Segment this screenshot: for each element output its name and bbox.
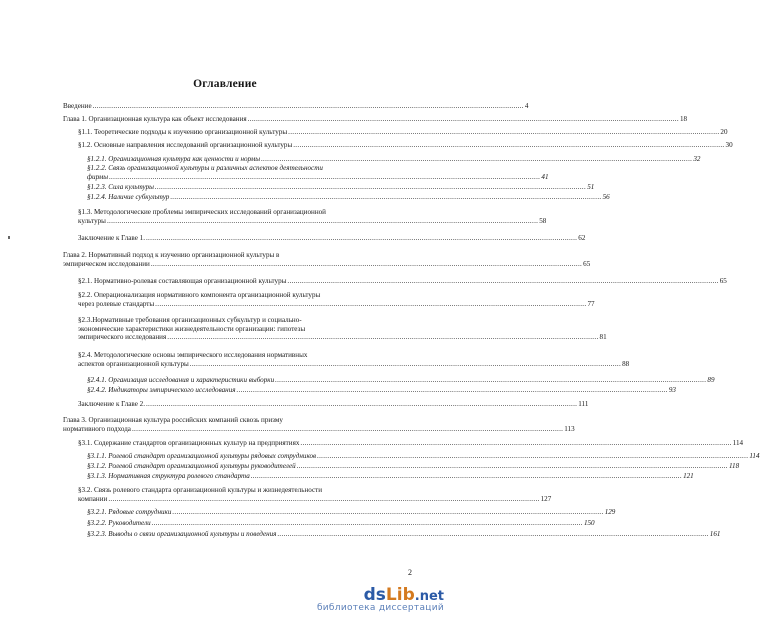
toc-entry-page: 127	[540, 494, 552, 503]
leader-dots	[277, 530, 708, 539]
toc-entry-2-4-1[interactable]	[87, 376, 715, 385]
toc-entry-label: Введение	[63, 102, 92, 110]
toc-entry-label: §2.4.1. Организация исследования и характеристики выборки	[87, 376, 275, 384]
toc-entry-conclusion-1[interactable]	[78, 234, 586, 243]
leader-dots	[155, 300, 586, 309]
toc-entry-page: 114	[732, 439, 744, 447]
toc-entry-2-4[interactable]	[78, 351, 630, 368]
toc-entry-label: §1.2.3. Сила культуры	[87, 183, 154, 191]
toc-entry-1-2-2[interactable]	[87, 164, 549, 181]
toc-entry-page: 65	[583, 259, 591, 268]
toc-entry-page: 51	[587, 183, 595, 191]
page-number: 2	[408, 568, 412, 577]
toc-entry-label: §3.1.3. Нормативная структура ролевого стандарта	[87, 472, 250, 480]
toc-entry-label: эмпирическом исследовании	[63, 259, 150, 268]
toc-entry-page: 118	[729, 462, 740, 470]
toc-entry-page: 4	[524, 102, 529, 110]
toc-entry-1-2-3[interactable]	[87, 183, 595, 192]
toc-entry-page: 121	[683, 472, 694, 480]
toc-entry-line: §1.2.2. Связь организационной культуры и различных аспектов деятельности	[87, 164, 323, 172]
toc-entry-page: 20	[720, 128, 728, 136]
leader-dots	[155, 183, 586, 192]
toc-entry-page: 89	[707, 376, 715, 384]
toc-entry-label: культуры	[78, 216, 106, 225]
toc-entry-line: §1.3. Методологические проблемы эмпирических исследований организационной	[78, 208, 326, 216]
toc-entry-line: §3.2. Связь ролевого стандарта организационной культуры и жизнедеятельности	[78, 486, 323, 494]
toc-entry-line: Глава 3. Организационная культура российских компаний сквозь призму	[63, 416, 283, 424]
toc-entry-3-1-3[interactable]	[87, 472, 694, 481]
toc-entry-page: 56	[602, 193, 610, 201]
toc-entry-2-2[interactable]	[78, 291, 595, 308]
toc-entry-label: фирмы	[87, 172, 109, 181]
toc-entry-line: §2.2. Операционализация нормативного компонента организационной культуры	[78, 291, 321, 299]
toc-entry-page: 32	[693, 155, 701, 163]
leader-dots	[237, 386, 668, 395]
toc-entry-page: 93	[668, 386, 676, 394]
toc-entry-3-2-3[interactable]	[87, 530, 721, 539]
toc-entry-page: 111	[578, 400, 589, 408]
toc-entry-page: 30	[725, 141, 733, 149]
toc-entry-label: §3.1.1. Ролевой стандарт организационной культуры рядовых сотрудников	[87, 452, 317, 460]
watermark-subtitle: библиотека диссертаций	[316, 603, 444, 613]
toc-entry-page: 65	[719, 277, 727, 285]
toc-entry-label: эмпирического исследования	[78, 333, 167, 342]
toc-entry-label: §3.1.2. Ролевой стандарт организационной культуры руководителей	[87, 462, 296, 470]
toc-entry-2-4-2[interactable]	[87, 386, 676, 395]
scan-speck	[8, 236, 10, 239]
leader-dots	[275, 376, 706, 385]
toc-entry-page: 113	[564, 424, 575, 433]
toc-entry-label: аспектов организационной культуры	[78, 359, 189, 368]
toc-entry-3-2-2[interactable]	[87, 519, 595, 528]
leader-dots	[107, 217, 538, 226]
toc-entry-label: через ролевые стандарты	[78, 299, 155, 308]
toc-entry-3-2-1[interactable]	[87, 508, 616, 517]
toc-entry-page: 161	[709, 530, 721, 538]
leader-dots	[146, 400, 577, 409]
toc-entry-page: 129	[604, 508, 616, 516]
leader-dots	[190, 360, 621, 369]
toc-entry-page: 88	[622, 359, 630, 368]
leader-dots	[287, 277, 718, 286]
leader-dots	[293, 141, 724, 150]
leader-dots	[132, 425, 563, 434]
toc-entry-label: нормативного подхода	[63, 424, 131, 433]
toc-entry-label: Заключение к Главе 2.	[78, 400, 145, 408]
toc-entry-chapter-3[interactable]	[63, 416, 575, 433]
toc-entry-label: §2.4.2. Индикаторы эмпирического исследования	[87, 386, 236, 394]
toc-entry-chapter-2[interactable]	[63, 251, 591, 268]
toc-entry-page: 77	[587, 299, 595, 308]
toc-entry-line: Глава 2. Нормативный подход к изучению организационной культуры в	[63, 251, 280, 259]
toc-entry-label: Глава 1. Организационная культура как объект исследования	[63, 115, 247, 123]
toc-entry-conclusion-2[interactable]	[78, 400, 589, 409]
toc-entry-label: §1.2.4. Наличие субкультур	[87, 193, 170, 201]
toc-entry-1-2[interactable]	[78, 141, 733, 150]
toc-entry-1-2-4[interactable]	[87, 193, 610, 202]
toc-entry-page: 41	[541, 172, 549, 181]
toc-entry-3-1[interactable]	[78, 439, 744, 448]
toc-entry-label: §1.1. Теоретические подходы к изучению организационной культуры	[78, 128, 288, 136]
toc-entry-page: 62	[578, 234, 586, 242]
toc-entry-2-3[interactable]	[78, 316, 607, 342]
toc-title: Оглавление	[193, 78, 257, 90]
leader-dots	[109, 173, 540, 182]
toc-entry-1-1[interactable]	[78, 128, 728, 137]
toc-entry-label: Заключение к Главе 1.	[78, 234, 145, 242]
dslib-watermark[interactable]	[317, 585, 444, 613]
toc-entry-1-3[interactable]	[78, 208, 547, 225]
toc-entry-label: §3.2.1. Рядовые сотрудники	[87, 508, 172, 516]
toc-entry-page: 58	[539, 216, 547, 225]
leader-dots	[93, 102, 524, 111]
toc-entry-label: §3.2.2. Руководители	[87, 519, 151, 527]
leader-dots	[152, 519, 583, 528]
leader-dots	[297, 462, 728, 471]
toc-entry-3-2[interactable]	[78, 486, 552, 503]
leader-dots	[248, 115, 679, 124]
toc-entry-2-1[interactable]	[78, 277, 727, 286]
toc-entry-1-2-1[interactable]	[87, 155, 701, 164]
toc-entry-introduction[interactable]	[63, 102, 529, 111]
leader-dots	[170, 193, 601, 202]
leader-dots	[151, 260, 582, 269]
leader-dots	[251, 472, 682, 481]
toc-entry-line: экономические характеристики жизнедеятельности организации: гипотезы	[78, 324, 306, 333]
toc-entry-line: §2.3.Нормативные требования организационных субкультур и социально-	[78, 316, 302, 324]
leader-dots	[167, 333, 598, 342]
leader-dots	[288, 128, 719, 137]
toc-entry-3-1-2[interactable]	[87, 462, 740, 471]
leader-dots	[108, 495, 539, 504]
toc-entry-page: 81	[599, 333, 607, 342]
toc-entry-label: §1.2. Основные направления исследований организационной культуры	[78, 141, 293, 149]
leader-dots	[172, 508, 603, 517]
toc-entry-line: §2.4. Методологические основы эмпирического исследования нормативных	[78, 351, 308, 359]
toc-entry-label: §2.1. Нормативно-ролевая составляющая организационной культуры	[78, 277, 287, 285]
toc-entry-page: 114	[749, 452, 760, 460]
toc-entry-chapter-1[interactable]	[63, 115, 688, 124]
leader-dots	[300, 439, 731, 448]
toc-entry-page: 18	[679, 115, 688, 123]
leader-dots	[261, 155, 692, 164]
watermark-logo: dsLib.net	[363, 585, 444, 605]
toc-entry-3-1-1[interactable]	[87, 452, 760, 461]
toc-entry-page: 150	[583, 519, 595, 527]
toc-entry-label: §1.2.1. Организационная культура как ценности и нормы	[87, 155, 261, 163]
toc-entry-label: §3.1. Содержание стандартов организационных культур на предприятиях	[78, 439, 300, 447]
toc-entry-label: §3.2.3. Выводы о связи организационной культуры и поведения	[87, 530, 277, 538]
leader-dots	[146, 234, 577, 243]
toc-entry-label: компании	[78, 494, 108, 503]
leader-dots	[317, 452, 748, 461]
